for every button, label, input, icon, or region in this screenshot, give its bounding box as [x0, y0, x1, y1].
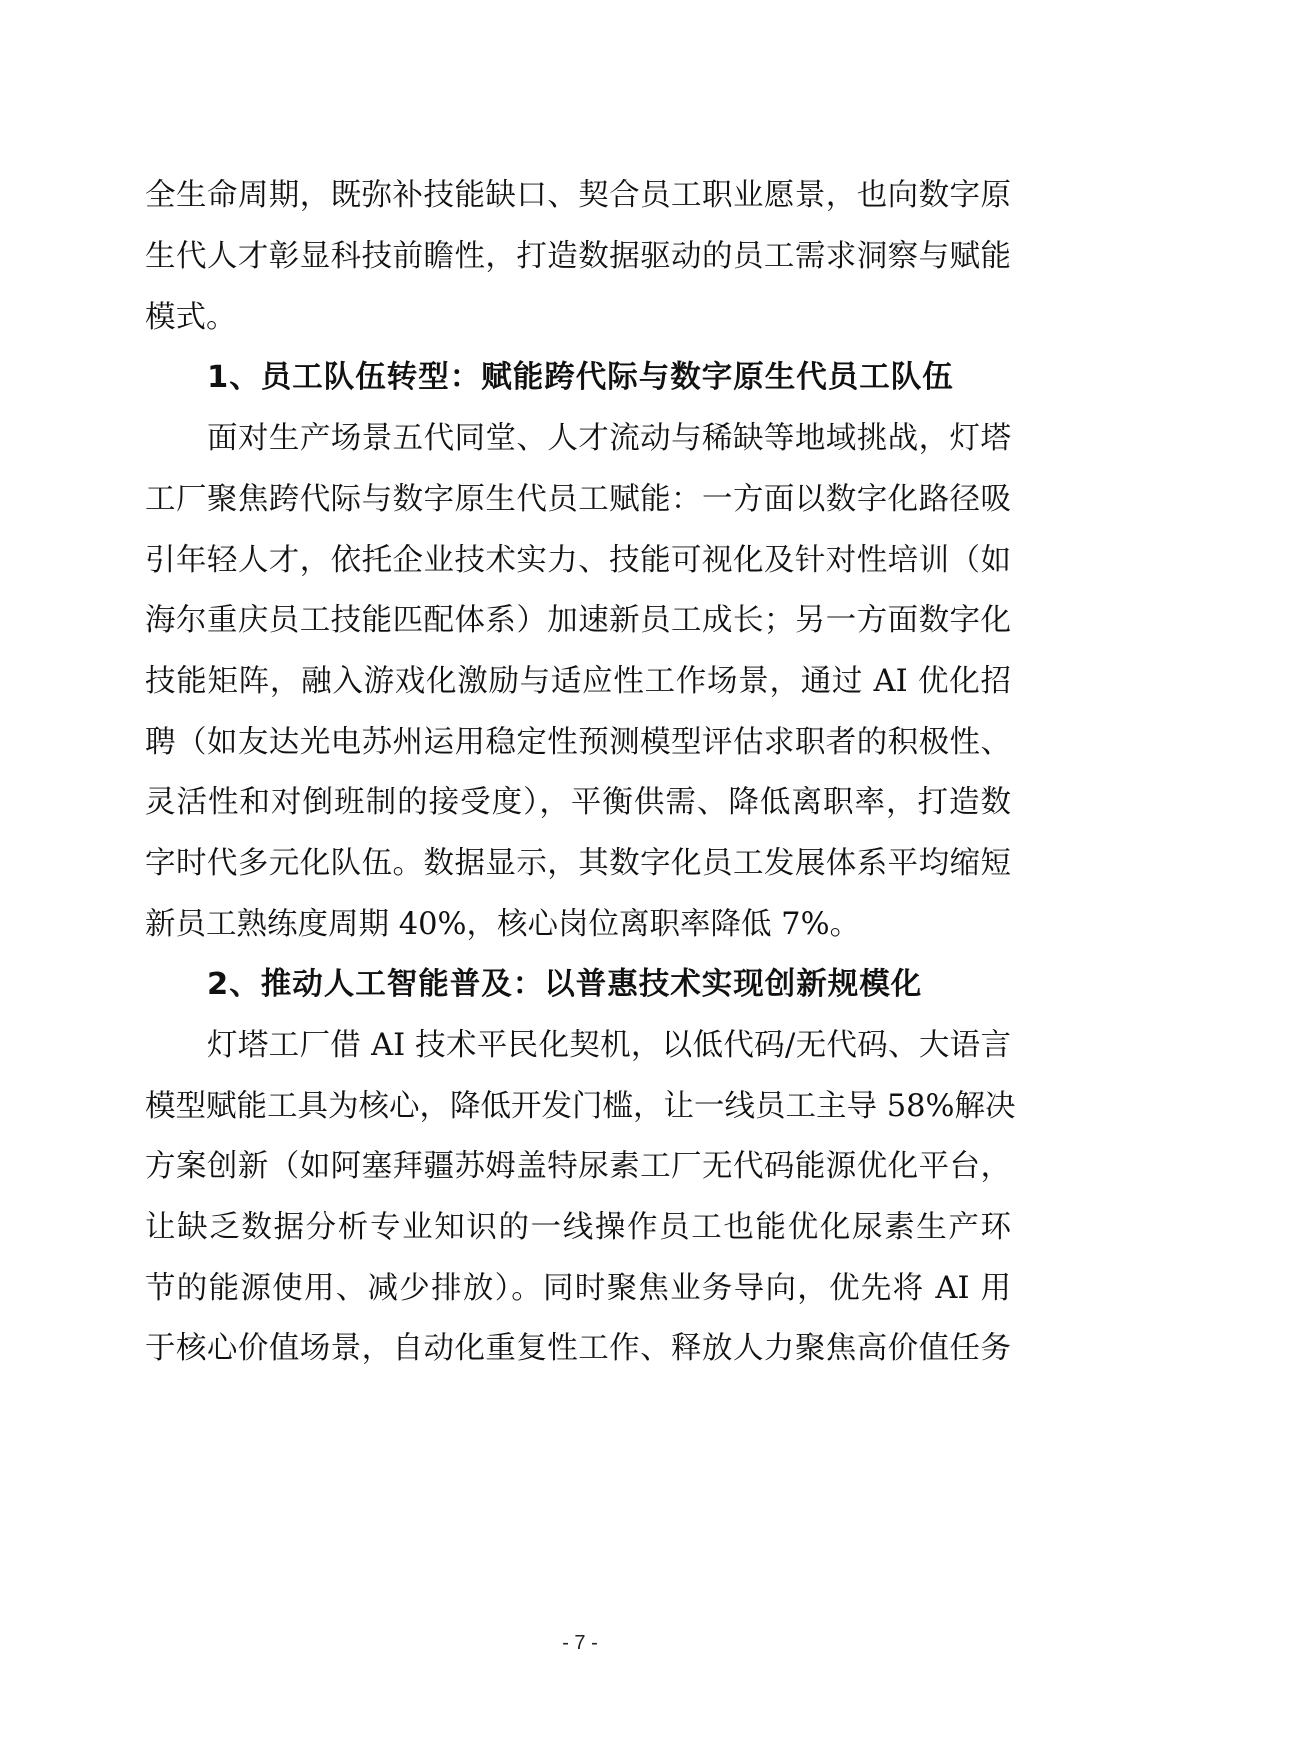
body-text-line: 模式。	[145, 300, 237, 335]
body-text-line: 灵活性和对倒班制的接受度），平衡供需、降低离职率，打造数	[145, 785, 1011, 820]
body-text-line: 工厂聚焦跨代际与数字原生代员工赋能：一方面以数字化路径吸	[145, 482, 1011, 517]
body-text-line: 让缺乏数据分析专业知识的一线操作员工也能优化尿素生产环	[145, 1210, 1011, 1245]
body-text-line: 全生命周期，既弥补技能缺口、契合员工职业愿景，也向数字原	[145, 178, 1011, 213]
body-text-line: 海尔重庆员工技能匹配体系）加速新员工成长；另一方面数字化	[145, 603, 1011, 638]
body-text-line: 灯塔工厂借 AI 技术平民化契机，以低代码/无代码、大语言	[207, 1028, 1011, 1063]
section-heading-1: 1、员工队伍转型：赋能跨代际与数字原生代员工队伍	[207, 360, 954, 395]
body-text-line: 技能矩阵，融入游戏化激励与适应性工作场景，通过 AI 优化招	[145, 664, 1011, 699]
body-text-line: 面对生产场景五代同堂、人才流动与稀缺等地域挑战，灯塔	[207, 421, 1011, 456]
body-text-line: 聘（如友达光电苏州运用稳定性预测模型评估求职者的积极性、	[145, 725, 1011, 760]
body-text-line: 方案创新（如阿塞拜疆苏姆盖特尿素工厂无代码能源优化平台，	[145, 1149, 1011, 1184]
body-text-line: 节的能源使用、减少排放）。同时聚焦业务导向，优先将 AI 用	[145, 1271, 1011, 1306]
body-text-line: 字时代多元化队伍。数据显示，其数字化员工发展体系平均缩短	[145, 846, 1011, 881]
body-text-line: 引年轻人才，依托企业技术实力、技能可视化及针对性培训（如	[145, 543, 1011, 578]
body-text-line: 于核心价值场景，自动化重复性工作、释放人力聚焦高价值任务	[145, 1331, 1011, 1366]
body-text-line: 新员工熟练度周期 40%，核心岗位离职率降低 7%。	[145, 907, 861, 942]
page-number: - 7 -	[562, 1632, 598, 1654]
section-heading-2: 2、推动人工智能普及：以普惠技术实现创新规模化	[207, 967, 923, 1002]
body-text-line: 生代人才彰显科技前瞻性，打造数据驱动的员工需求洞察与赋能	[145, 239, 1011, 274]
body-text-line: 模型赋能工具为核心，降低开发门槛，让一线员工主导 58%解决	[145, 1089, 1016, 1124]
